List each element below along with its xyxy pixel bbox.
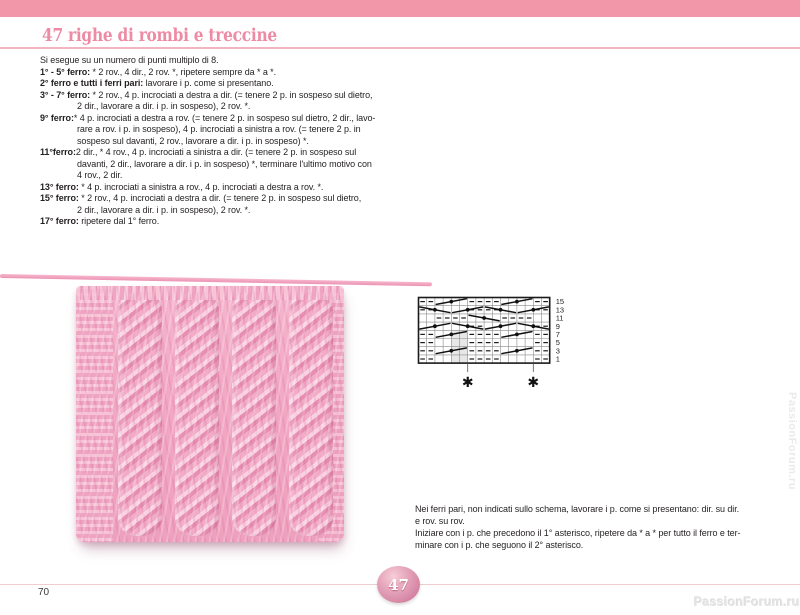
- swatch-cable-column: [118, 292, 162, 536]
- chart-row-label: 7: [555, 330, 560, 339]
- instruction-line: 2° ferro e tutti i ferri pari: lavorare i p. come si presentano.: [40, 78, 274, 88]
- swatch-cable-column: [289, 292, 333, 536]
- swatch-garter-left-band: [76, 286, 113, 542]
- watermark-side: PassionForum.ru: [786, 392, 798, 490]
- chart-note-line: Nei ferri pari, non indicati sullo schema, lavorare i p. come si presentano: dir. su dir.: [415, 504, 740, 514]
- instruction-line: sospeso sul davanti, 2 rov., lavorare a dir. i p. in sospeso) *.: [77, 135, 309, 146]
- title-rule: [0, 47, 800, 49]
- swatch-garter-top-band: [76, 286, 344, 300]
- instruction-line: 9° ferro:* 4 p. incrociati a destra a rov. (= tenere 2 p. in sospeso sul dietro, 2 dir., lavo-: [40, 112, 376, 123]
- instruction-line: rare a rov. i p. in sospeso), 4 p. incrociati a sinistra a rov. (= tenere 2 p. in: [77, 124, 361, 134]
- chart-note-line: minare con i p. che seguono il 2° asterisco.: [415, 540, 584, 550]
- instruction-line: 2 dir., lavorare a dir. i p. in sospeso), 2 rov. *.: [77, 101, 251, 111]
- instruction-line: 2 dir., lavorare a dir. i p. in sospeso), 2 rov. *.: [77, 204, 251, 215]
- instruction-line: 3° - 7° ferro: * 2 rov., 4 p. incrociati a destra a dir. (= tenere 2 p. in sospeso sul dietro,: [40, 89, 373, 100]
- repeat-asterisk: ✱: [461, 375, 474, 392]
- watermark-bottom: PassionForum.ru: [694, 595, 800, 609]
- chart-row-label: 5: [555, 338, 560, 348]
- chart-note: [415, 503, 775, 551]
- knitting-chart-svg: [417, 296, 582, 400]
- chart-note-line: Iniziare con i p. che precedono il 1° asterisco, ripetere da * a * per tutto il ferro e ter-: [415, 528, 741, 538]
- chart-row-label: 13: [555, 305, 565, 315]
- yarn-strand: [0, 274, 432, 286]
- pattern-number-badge: [377, 566, 420, 603]
- repeat-asterisk: ✱: [527, 375, 540, 392]
- knitted-swatch-photo: [76, 286, 344, 542]
- chart-row-label: 15: [555, 297, 565, 307]
- page-title: [42, 26, 309, 46]
- top-pink-bar: [0, 0, 800, 17]
- chart-row-label: 3: [555, 346, 560, 356]
- chart-note-line: e rov. su rov.: [415, 516, 465, 526]
- swatch-cable-column: [232, 292, 276, 536]
- instruction-line: 13° ferro: * 4 p. incrociati a sinistra a rov., 4 p. incrociati a destra a rov. *.: [40, 181, 324, 192]
- page-number: 70: [38, 587, 50, 598]
- instruction-line: 15° ferro: * 2 rov., 4 p. incrociati a destra a dir. (= tenere 2 p. in sospeso sul dietro,: [40, 193, 362, 203]
- chart-row-label: 1: [555, 354, 560, 364]
- page-title-text: 47 righe di rombi e treccine: [42, 26, 277, 46]
- instruction-line: 1° - 5° ferro: * 2 rov., 4 dir., 2 rov. *, ripetere sempre da * a *.: [40, 66, 277, 77]
- swatch-garter-right-band: [318, 286, 344, 542]
- instruction-line: 4 rov., 2 dir.: [77, 170, 123, 180]
- chart-row-label: 11: [555, 313, 564, 323]
- knitting-chart: [417, 296, 582, 400]
- instruction-line: davanti, 2 dir., lavorare a dir. i p. in sospeso) *, terminare l'ultimo motivo con: [77, 158, 372, 169]
- instruction-line: Si esegue su un numero di punti multiplo di 8.: [40, 55, 219, 65]
- chart-row-label: 9: [555, 321, 560, 331]
- instruction-line: 17° ferro: ripetere dal 1° ferro.: [40, 216, 160, 226]
- swatch-cable-column: [175, 292, 219, 536]
- instruction-line: 11°ferro:2 dir., * 4 rov., 4 p. incrociati a sinistra a dir. (= tenere 2 p. in sospeso sul: [40, 147, 357, 157]
- instructions: [40, 55, 400, 228]
- pattern-number: 47: [388, 575, 409, 594]
